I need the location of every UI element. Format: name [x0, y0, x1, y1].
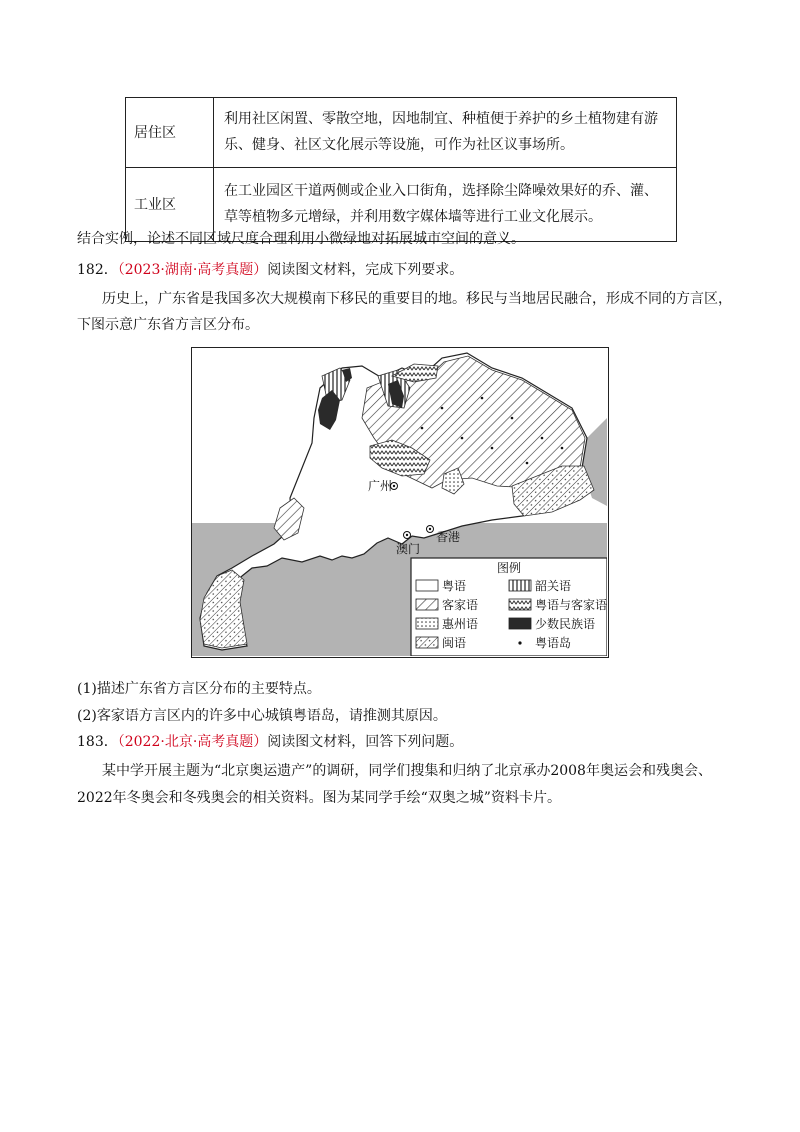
city-label: 香港	[436, 530, 461, 544]
question-number: 183．	[77, 734, 118, 750]
green-space-table	[125, 97, 677, 242]
yue-island-marker	[481, 397, 484, 400]
question-header	[77, 259, 463, 279]
yue-island-marker	[561, 447, 564, 450]
yue-island-marker	[441, 407, 444, 410]
map-legend	[411, 558, 607, 656]
legend-swatch-yue-hakka	[509, 599, 531, 610]
question-task: 结合实例，论述不同区域尺度合理利用小微绿地对拓展城市空间的意义。	[77, 231, 525, 247]
legend-swatch-huizhou	[416, 618, 438, 629]
legend-swatch-min	[416, 637, 438, 648]
city-label: 澳门	[396, 542, 421, 556]
zone-name: 工业区	[126, 168, 214, 242]
sub-question: (1)描述广东省方言区分布的主要特点。	[77, 681, 321, 697]
zone-description-line: 在工业园区干道两侧或企业入口街角，选择除尘降噪效果好的乔、灌、	[224, 183, 658, 199]
city-label: 广州	[368, 479, 393, 493]
zone-description-line: 乐、健身、社区文化展示等设施，可作为社区议事场所。	[224, 137, 574, 153]
material-paragraph-line: 2022年冬奥会和冬残奥会的相关资料。图为某同学手绘“双奥之城”资料卡片。	[77, 790, 561, 806]
legend-label: 客家语	[442, 598, 479, 612]
zone-description-line: 利用社区闲置、零散空地，因地制宜、种植便于养护的乡土植物建有游	[224, 111, 658, 127]
yue-island-marker	[541, 437, 544, 440]
legend-swatch-shaoguan	[509, 580, 531, 591]
legend-label: 少数民族语	[535, 617, 596, 631]
material-paragraph-line: 某中学开展主题为“北京奥运遗产”的调研，同学们搜集和归纳了北京承办2008年奥运会和残奥会、	[102, 763, 712, 779]
legend-label: 粤语岛	[535, 636, 572, 650]
legend-label: 惠州语	[442, 617, 479, 631]
zone-description	[214, 98, 677, 168]
legend-swatch-yue-island	[518, 641, 521, 644]
question-number: 182．	[77, 262, 118, 278]
zone-name: 居住区	[126, 98, 214, 168]
question-source: （2023·湖南·高考真题）	[117, 262, 268, 278]
legend-title: 图例	[497, 561, 522, 575]
material-paragraph-line: 历史上，广东省是我国多次大规模南下移民的重要目的地。移民与当地居民融合，形成不同的方言区，	[102, 291, 732, 307]
question-instruction: 阅读图文材料，回答下列问题。	[267, 734, 464, 750]
legend-label: 粤语	[442, 579, 467, 593]
material-paragraph-line: 下图示意广东省方言区分布。	[77, 317, 259, 333]
yue-island-marker	[511, 417, 514, 420]
legend-label: 闽语	[442, 636, 467, 650]
legend-swatch-hakka	[416, 599, 438, 610]
legend-swatch-yue	[416, 580, 438, 591]
legend-label: 韶关语	[535, 579, 572, 593]
question-source: （2022·北京·高考真题）	[117, 734, 268, 750]
sub-question: (2)客家语方言区内的许多中心城镇粤语岛，请推测其原因。	[77, 708, 447, 724]
question-header	[77, 731, 463, 751]
legend-swatch-minority	[509, 618, 531, 629]
yue-island-marker	[491, 447, 494, 450]
zone-description-line: 草等植物多元增绿，并利用数字媒体墙等进行工业文化展示。	[224, 209, 602, 225]
table-row	[126, 98, 677, 168]
yue-island-marker	[461, 437, 464, 440]
guangdong-dialect-map	[191, 347, 609, 658]
yue-island-marker	[526, 462, 529, 465]
yue-island-marker	[421, 427, 424, 430]
legend-label: 粤语与客家语	[535, 598, 607, 612]
question-instruction: 阅读图文材料，完成下列要求。	[267, 262, 464, 278]
